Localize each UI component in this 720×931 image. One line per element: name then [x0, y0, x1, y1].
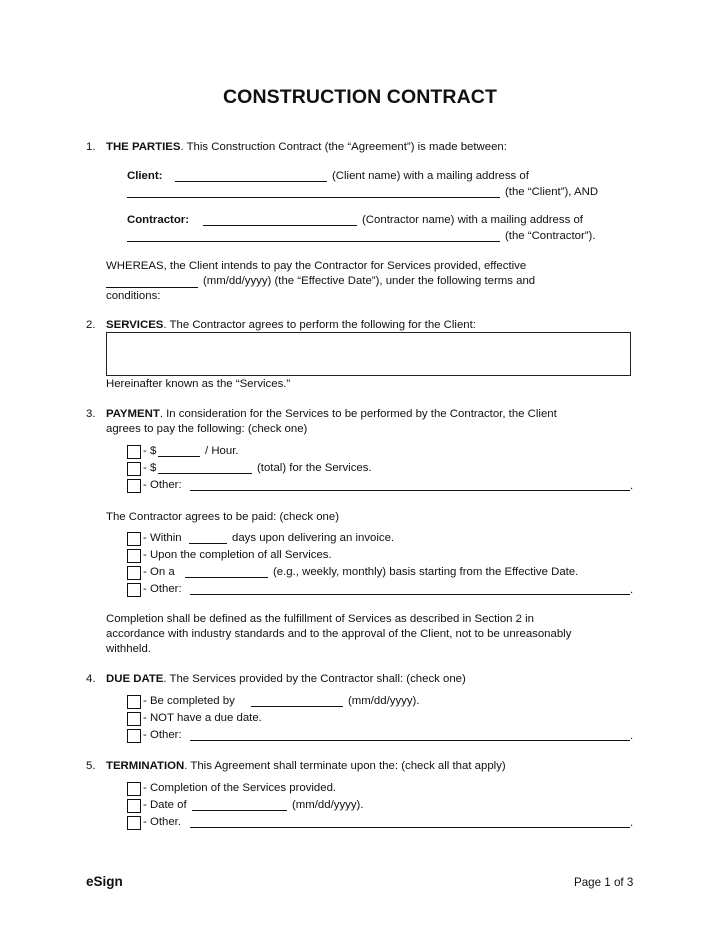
section-2-number: 2. [86, 319, 96, 331]
paid-within-b: days upon delivering an invoice. [232, 532, 395, 544]
payment-hour-a: - $ [143, 445, 157, 457]
due-other-line[interactable] [190, 740, 630, 741]
due-by-b: (mm/dd/yyyy). [348, 695, 420, 707]
payment-total-checkbox[interactable] [127, 462, 141, 476]
page-number: Page 1 of 3 [574, 876, 634, 889]
section-3-number: 3. [86, 408, 96, 420]
completion-line-2: accordance with industry standards and to the approval of the Client, not to be unreasonably [106, 628, 572, 640]
client-label: Client: [127, 170, 163, 182]
section-3-intro-2: agrees to pay the following: (check one) [106, 423, 308, 435]
section-4-text [106, 673, 466, 685]
contractor-label: Contractor: [127, 214, 190, 226]
paid-completion-label: - Upon the completion of all Services. [143, 549, 332, 561]
esign-logo: eSign [86, 874, 123, 889]
section-1-text [106, 141, 507, 153]
section-5-number: 5. [86, 760, 96, 772]
paid-on-a: - On a [143, 566, 175, 578]
section-2-heading: SERVICES [106, 319, 164, 331]
whereas-line-1: WHEREAS, the Client intends to pay the Contractor for Services provided, effective [106, 260, 527, 272]
due-none-label: - NOT have a due date. [143, 712, 262, 724]
term-other-line[interactable] [190, 827, 630, 828]
term-date-line[interactable] [192, 810, 287, 811]
paid-intro: The Contractor agrees to be paid: (check one) [106, 511, 340, 523]
term-date-b: (mm/dd/yyyy). [292, 799, 364, 811]
paid-within-checkbox[interactable] [127, 532, 141, 546]
completion-line-3: withheld. [106, 643, 151, 655]
payment-other-line[interactable] [190, 490, 630, 491]
paid-other-line[interactable] [190, 594, 630, 595]
whereas-line-3: conditions: [106, 290, 161, 302]
payment-hour-checkbox[interactable] [127, 445, 141, 459]
term-completion-checkbox[interactable] [127, 782, 141, 796]
payment-total-line[interactable] [158, 473, 252, 474]
section-4-heading: DUE DATE [106, 673, 164, 685]
payment-other-checkbox[interactable] [127, 479, 141, 493]
paid-within-line[interactable] [189, 543, 227, 544]
term-date-checkbox[interactable] [127, 799, 141, 813]
term-completion-label: - Completion of the Services provided. [143, 782, 337, 794]
paid-other-checkbox[interactable] [127, 583, 141, 597]
services-after: Hereinafter known as the “Services.” [106, 378, 291, 390]
due-by-a: - Be completed by [143, 695, 235, 707]
due-other-checkbox[interactable] [127, 729, 141, 743]
contractor-name-text: (Contractor name) with a mailing address of [362, 214, 583, 226]
section-2-intro: . The Contractor agrees to perform the following for the Client: [163, 319, 476, 331]
section-3-intro: . In consideration for the Services to be performed by the Contractor, the Client [159, 408, 557, 420]
section-1-heading: THE PARTIES [106, 141, 181, 153]
paid-other-label: - Other: [143, 583, 182, 595]
effective-date-line[interactable] [106, 287, 198, 288]
paid-completion-checkbox[interactable] [127, 549, 141, 563]
client-tail: (the “Client”), AND [505, 186, 599, 198]
due-none-checkbox[interactable] [127, 712, 141, 726]
section-1-number: 1. [86, 141, 96, 153]
whereas-line-2: (mm/dd/yyyy) (the “Effective Date”), under the following terms and [203, 275, 536, 287]
section-4-number: 4. [86, 673, 96, 685]
term-other-label: - Other. [143, 816, 181, 828]
page-title: CONSTRUCTION CONTRACT [223, 86, 497, 108]
completion-line-1: Completion shall be defined as the fulfillment of Services as described in Section 2 in [106, 613, 535, 625]
section-4-intro: . The Services provided by the Contractor shall: (check one) [163, 673, 466, 685]
payment-hour-b: / Hour. [205, 445, 239, 457]
payment-hour-line[interactable] [158, 456, 200, 457]
section-3-text [106, 408, 557, 420]
due-other-label: - Other: [143, 729, 182, 741]
term-other-checkbox[interactable] [127, 816, 141, 830]
payment-other-label: - Other: [143, 479, 182, 491]
client-name-line[interactable] [175, 181, 327, 182]
due-by-line[interactable] [251, 706, 343, 707]
term-date-a: - Date of [143, 799, 187, 811]
contractor-name-line[interactable] [203, 225, 357, 226]
due-by-checkbox[interactable] [127, 695, 141, 709]
section-3-heading: PAYMENT [106, 408, 160, 420]
section-5-intro: . This Agreement shall terminate upon the: (check all that apply) [184, 760, 506, 772]
section-5-heading: TERMINATION [106, 760, 185, 772]
section-1-intro: . This Construction Contract (the “Agreement”) is made between: [180, 141, 507, 153]
section-5-text [106, 760, 506, 772]
payment-total-a: - $ [143, 462, 157, 474]
payment-total-b: (total) for the Services. [257, 462, 372, 474]
contractor-address-line[interactable] [127, 241, 500, 242]
client-address-line[interactable] [127, 197, 500, 198]
paid-on-b: (e.g., weekly, monthly) basis starting from the Effective Date. [273, 566, 579, 578]
paid-on-checkbox[interactable] [127, 566, 141, 580]
contractor-tail: (the “Contractor”). [505, 230, 596, 242]
paid-within-a: - Within [143, 532, 182, 544]
section-2-text [106, 319, 476, 331]
paid-on-line[interactable] [185, 577, 268, 578]
services-textbox[interactable] [106, 332, 631, 376]
client-name-text: (Client name) with a mailing address of [332, 170, 529, 182]
